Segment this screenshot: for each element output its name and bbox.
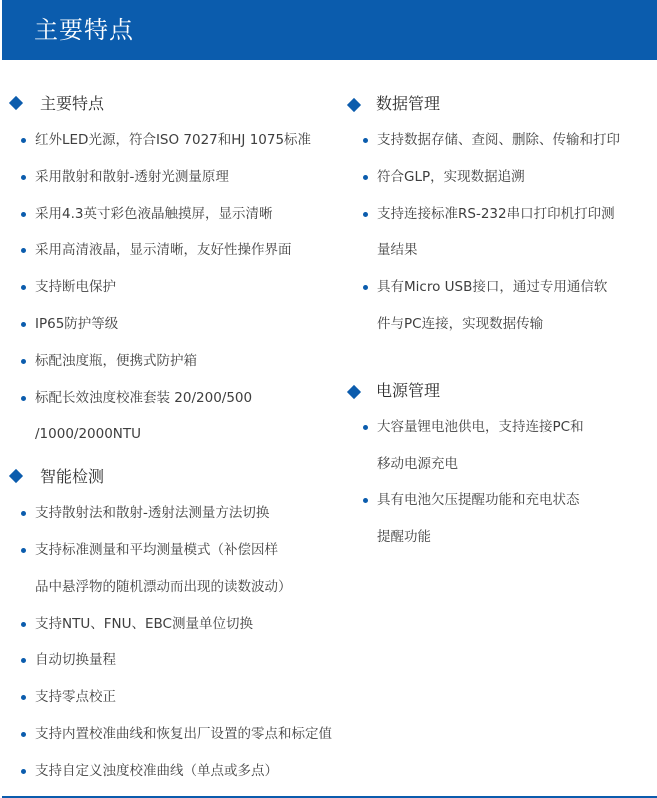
diamond-bullet-icon [347, 385, 361, 399]
section-title: 智能检测 [40, 467, 105, 487]
dot-bullet-icon [21, 732, 26, 737]
dot-bullet-icon [363, 175, 368, 180]
page-title: 主要特点 [34, 16, 134, 44]
dot-bullet-icon [21, 322, 26, 327]
diamond-bullet-icon [347, 98, 361, 112]
right-column [340, 86, 657, 556]
dot-bullet-icon [21, 622, 26, 627]
list-item: 采用散射和散射-透射光测量原理 [0, 159, 340, 196]
list-item: 支持数据存储、查阅、删除、传输和打印 [340, 122, 657, 159]
dot-bullet-icon [363, 425, 368, 430]
left-column [0, 86, 340, 790]
section-header [340, 373, 657, 409]
list-item: 采用4.3英寸彩色液晶触摸屏，显示清晰 [0, 196, 340, 233]
dot-bullet-icon [363, 138, 368, 143]
list-item: 支持自定义浊度校准曲线（单点或多点） [0, 753, 340, 790]
list-item-continued: 品中悬浮物的随机漂动而出现的读数波动） [35, 578, 292, 595]
dot-bullet-icon [21, 248, 26, 253]
dot-bullet-icon [363, 285, 368, 290]
list-item: 大容量锂电池供电，支持连接PC和 [340, 409, 657, 446]
header-banner [2, 0, 657, 60]
list-item-continued: 提醒功能 [377, 529, 431, 546]
section-header [0, 86, 340, 122]
list-item: 支持连接标准RS-232串口打印机打印测 [340, 196, 657, 233]
dot-bullet-icon [21, 695, 26, 700]
dot-bullet-icon [21, 548, 26, 553]
list-item: 符合GLP，实现数据追溯 [340, 159, 657, 196]
list-item: 标配长效浊度校准套装 20/200/500 [0, 380, 340, 417]
data-list [340, 122, 657, 343]
dot-bullet-icon [21, 285, 26, 290]
list-item: 具有电池欠压提醒功能和充电状态 [340, 482, 657, 519]
section-header [340, 86, 657, 122]
list-item: 红外LED光源，符合ISO 7027和HJ 1075标准 [0, 122, 340, 159]
list-item: 采用高清液晶，显示清晰，友好性操作界面 [0, 232, 340, 269]
dot-bullet-icon [21, 359, 26, 364]
diamond-bullet-icon [9, 469, 23, 483]
dot-bullet-icon [21, 212, 26, 217]
dot-bullet-icon [21, 658, 26, 663]
list-item-continued: 量结果 [377, 242, 418, 259]
list-item: 具有Micro USB接口，通过专用通信软 [340, 269, 657, 306]
section-title: 数据管理 [376, 94, 441, 113]
list-item: 支持断电保护 [0, 269, 340, 306]
list-item: 支持内置校准曲线和恢复出厂设置的零点和标定值 [0, 716, 340, 753]
dot-bullet-icon [363, 498, 368, 503]
list-item-continued: 件与PC连接，实现数据传输 [377, 315, 544, 332]
section-title: 主要特点 [40, 94, 105, 113]
dot-bullet-icon [21, 396, 26, 401]
feature-list [0, 122, 340, 453]
list-item-continued: /1000/2000NTU [35, 426, 142, 443]
dot-bullet-icon [363, 212, 368, 217]
list-item: 支持零点校正 [0, 679, 340, 716]
section-title: 电源管理 [376, 380, 441, 400]
list-item: IP65防护等级 [0, 306, 340, 343]
list-item: 支持散射法和散射-透射法测量方法切换 [0, 495, 340, 532]
dot-bullet-icon [21, 511, 26, 516]
list-item: 支持NTU、FNU、EBC测量单位切换 [0, 606, 340, 643]
dot-bullet-icon [21, 175, 26, 180]
dot-bullet-icon [21, 138, 26, 143]
section-header [0, 459, 340, 495]
list-item: 标配浊度瓶，便携式防护箱 [0, 343, 340, 380]
smart-list [0, 495, 340, 789]
section-features [0, 86, 340, 453]
dot-bullet-icon [21, 769, 26, 774]
section-data-management [340, 86, 657, 343]
diamond-bullet-icon [9, 96, 23, 110]
list-item-continued: 移动电源充电 [377, 455, 458, 472]
list-item: 自动切换量程 [0, 642, 340, 679]
section-smart-detection [0, 459, 340, 789]
list-item: 支持标准测量和平均测量模式（补偿因样 [0, 532, 340, 569]
section-power-management [340, 373, 657, 556]
power-list [340, 409, 657, 556]
